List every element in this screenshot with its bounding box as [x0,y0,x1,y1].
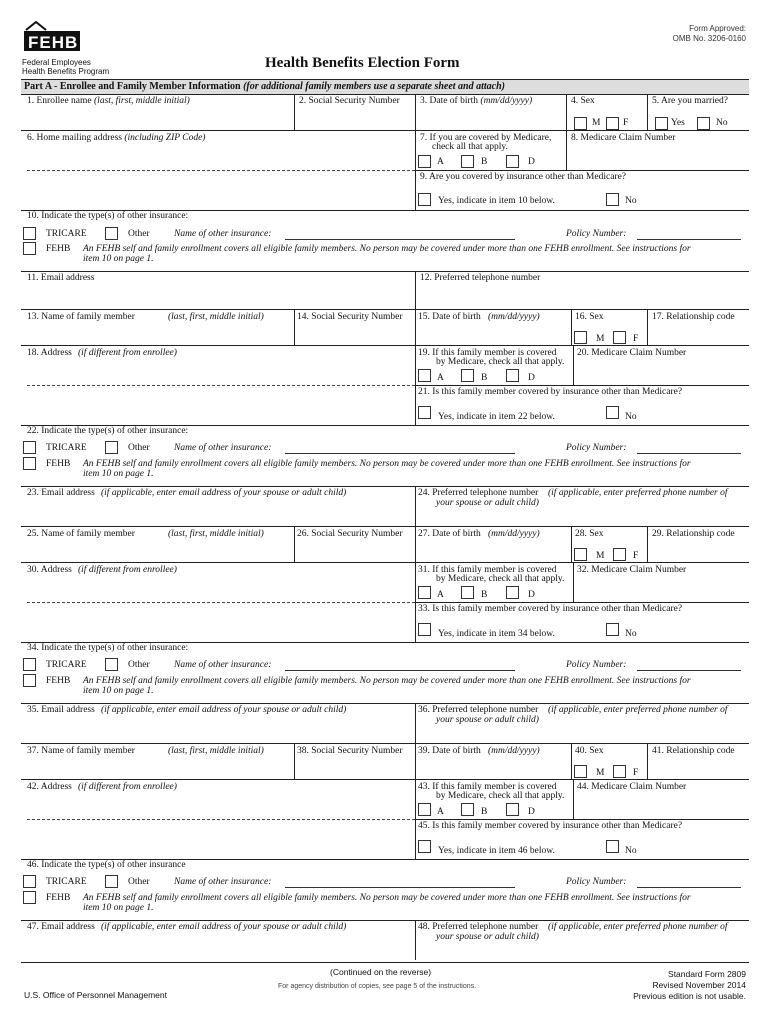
member2-name-note: (last, first, middle initial) [168,529,264,539]
rule [415,486,416,526]
member1-relationship-label: 17. Relationship code [652,312,735,322]
member2-policy-label: Policy Number: [566,660,627,670]
member3-other-name-line[interactable] [285,887,515,888]
policy-line[interactable] [637,239,741,240]
rule [573,779,574,819]
member1-claim-label: 20. Medicare Claim Number [577,348,687,358]
rule [21,526,749,527]
member1-fehb-checkbox[interactable] [23,457,36,470]
rule [21,779,749,780]
policy-text: Policy Number: [566,229,627,239]
telephone-label: 12. Preferred telephone number [420,273,541,283]
member3-other-name-label: Name of other insurance: [174,877,272,887]
other-insurance-q: 9. Are you covered by insurance other than Medicare? [420,172,627,182]
member2-fehb-note-1: An FEHB self and family enrollment covers all eligible family members. No person may be covered under more than one FEHB enrollment. See instructions for [83,676,691,686]
member3-phone-note-1: (if applicable, enter preferred phone number of [548,922,728,932]
member2-sex-f-label: F [633,551,639,561]
member3-fehb-note-2: item 10 on page 1. [83,903,154,913]
member1-medicare-b-label: B [481,373,488,383]
rule [415,703,416,743]
member3-claim-label: 44. Medicare Claim Number [577,782,687,792]
member1-sex-f-label: F [633,334,639,344]
member3-phone-note-2: your spouse or adult child) [436,932,539,942]
member3-medicare-b-label: B [481,807,488,817]
member3-medicare-b-checkbox[interactable] [461,803,474,816]
member2-types-label: 34. Indicate the type(s) of other insurance: [27,643,189,653]
other-no-checkbox[interactable] [606,193,619,206]
member3-phone-label: 48. Preferred telephone number [418,922,539,932]
married-no-checkbox[interactable] [697,117,710,130]
member2-medicare-d-checkbox[interactable] [506,586,519,599]
member2-medicare-b-checkbox[interactable] [461,586,474,599]
member1-name-note: (last, first, middle initial) [168,312,264,322]
member1-policy-label: Policy Number: [566,443,627,453]
rule [573,562,574,602]
member2-other-no-checkbox[interactable] [606,623,619,636]
member3-email-note: (if applicable, enter email address of your spouse or adult child) [101,922,347,932]
part-a-header [21,79,749,94]
member3-dob-note: (mm/dd/yyyy) [488,746,540,756]
dashed-rule [27,602,415,603]
member1-sex-label: 16. Sex [575,312,604,322]
fehb-checkbox[interactable] [23,242,36,255]
enrollee-name-label: 1. Enrollee name [27,96,92,106]
member3-types-label: 46. Indicate the type(s) of other insurance [27,860,186,870]
other-label: Other [128,229,150,239]
member2-dob-note: (mm/dd/yyyy) [488,529,540,539]
member3-tricare-label: TRICARE [46,877,87,887]
member2-sex-f-checkbox[interactable] [613,548,626,561]
member3-sex-f-checkbox[interactable] [613,765,626,778]
married-no-label: No [716,118,728,128]
member2-phone-note-1: (if applicable, enter preferred phone number of [548,705,728,715]
sex-f-label: F [623,118,629,128]
member2-other-checkbox[interactable] [105,658,118,671]
rule [21,743,749,744]
fehb-note [83,244,691,254]
member2-medicare-q2: by Medicare, check all that apply. [436,574,565,584]
member2-medicare-a-label: A [437,590,444,600]
member1-fehb-label: FEHB [46,459,71,469]
fehb-note-2 [83,254,153,264]
member3-medicare-a-label: A [437,807,444,817]
rule [21,309,749,310]
member3-other-yes-label: Yes, indicate in item 46 below. [438,846,555,856]
member3-ssn-label: 38. Social Security Number [297,746,403,756]
other-name-label [174,229,271,239]
dashed-rule [27,385,415,386]
member3-email-label: 47. Email address [27,922,95,932]
member3-other-yes-checkbox[interactable] [418,840,431,853]
member2-other-yes-label: Yes, indicate in item 34 below. [438,629,555,639]
member3-other-no-label: No [625,846,637,856]
rule [21,920,749,921]
rule [571,526,572,562]
member2-other-insurance-q: 33. Is this family member covered by insurance other than Medicare? [418,604,683,614]
member2-sex-m-checkbox[interactable] [574,548,587,561]
member1-other-name-label: Name of other insurance: [174,443,272,453]
member1-medicare-q1: 19. If this family member is covered [418,348,557,358]
rule [415,602,749,603]
member3-policy-line[interactable] [637,887,741,888]
enrollee-name-note: (last, first, middle initial) [94,96,190,106]
member2-tricare-checkbox[interactable] [23,658,36,671]
member3-medicare-a-checkbox[interactable] [418,803,431,816]
rule [647,309,648,345]
rule [415,743,416,779]
medicare-d-label: D [528,157,535,167]
member1-policy-line[interactable] [637,453,741,454]
member2-claim-label: 32. Medicare Claim Number [577,565,687,575]
member2-phone-label: 36. Preferred telephone number [418,705,539,715]
other-yes-checkbox[interactable] [418,193,431,206]
member1-fehb-note-1: An FEHB self and family enrollment covers all eligible family members. No person may be covered under more than one FEHB enrollment. See instructions for [83,459,691,469]
member2-fehb-note-2: item 10 on page 1. [83,686,154,696]
agency-line-1: Federal Employees [22,58,91,67]
fehb-note-line1: An FEHB self and family enrollment covers all eligible family members. No person may be covered under more than one FEHB enrollment. See instructions for [83,244,691,254]
member1-medicare-a-checkbox[interactable] [418,369,431,382]
member3-other-no-checkbox[interactable] [606,840,619,853]
member2-fehb-checkbox[interactable] [23,674,36,687]
medicare-d-checkbox[interactable] [506,155,519,168]
rule [571,743,572,779]
member3-medicare-d-label: D [528,807,535,817]
fehb-note-line2: item 10 on page 1. [83,254,154,264]
member3-other-insurance-q: 45. Is this family member covered by insurance other than Medicare? [418,821,683,831]
form-title: Health Benefits Election Form [265,55,460,71]
medicare-q-line2: check all that apply. [432,142,508,152]
member3-relationship-label: 41. Relationship code [652,746,735,756]
rule [21,486,749,487]
member1-address-label: 18. Address [27,348,72,358]
member2-email-label: 35. Email address [27,705,95,715]
rule [415,819,749,820]
member1-types-label: 22. Indicate the type(s) of other insurance: [27,426,189,436]
revised-date: Revised November 2014 [652,980,746,990]
rule [294,743,295,779]
insurance-type-label: 10. Indicate the type(s) of other insurance: [27,211,189,221]
member1-sex-m-label: M [596,334,605,344]
rule [415,385,749,386]
member2-ssn-label: 26. Social Security Number [297,529,403,539]
ssn-label: 2. Social Security Number [299,96,400,106]
member2-fehb-label: FEHB [46,676,71,686]
dob-label [420,96,532,106]
sex-m-label: M [592,118,601,128]
member2-dob-label: 27. Date of birth [418,529,481,539]
member1-phone-note-1: (if applicable, enter preferred phone number of [548,488,728,498]
medicare-a-checkbox[interactable] [418,155,431,168]
member3-address-label: 42. Address [27,782,72,792]
continued-note: (Continued on the reverse) [330,967,432,977]
member1-other-insurance-q: 21. Is this family member covered by insurance other than Medicare? [418,387,683,397]
agency-line-2: Health Benefits Program [22,67,110,76]
member3-sex-m-label: M [596,768,605,778]
standard-form: Standard Form 2809 [668,969,746,979]
member1-medicare-a-label: A [437,373,444,383]
other-checkbox[interactable] [105,227,118,240]
rule [573,345,574,385]
member3-name-label: 37. Name of family member [27,746,135,756]
member2-address-note: (if different from enrollee) [78,565,177,575]
member1-phone-note-2: your spouse or adult child) [436,498,539,508]
member2-email-note: (if applicable, enter email address of your spouse or adult child) [101,705,347,715]
member1-other-label: Other [128,443,150,453]
member1-other-yes-label: Yes, indicate in item 22 below. [438,412,555,422]
medicare-b-label: B [481,157,488,167]
member3-sex-m-checkbox[interactable] [574,765,587,778]
member3-address-note: (if different from enrollee) [78,782,177,792]
dob-text: 3. Date of birth [420,96,479,106]
member2-other-name-label: Name of other insurance: [174,660,272,670]
member3-policy-label: Policy Number: [566,877,627,887]
medicare-a-label: A [437,157,444,167]
member3-sex-f-label: F [633,768,639,778]
member1-medicare-d-label: D [528,373,535,383]
married-yes-label: Yes [671,118,685,128]
fehb-label: FEHB [46,244,71,254]
member1-dob-label: 15. Date of birth [418,312,481,322]
member3-medicare-d-checkbox[interactable] [506,803,519,816]
member1-address-note: (if different from enrollee) [78,348,177,358]
member2-other-name-line[interactable] [285,670,515,671]
member2-medicare-q1: 31. If this family member is covered [418,565,557,575]
tricare-checkbox[interactable] [23,227,36,240]
member2-sex-m-label: M [596,551,605,561]
member1-name-label: 13. Name of family member [27,312,135,322]
tricare-label: TRICARE [46,229,87,239]
member2-other-label: Other [128,660,150,670]
member3-medicare-q1: 43. If this family member is covered [418,782,557,792]
member1-medicare-b-checkbox[interactable] [461,369,474,382]
member2-address-label: 30. Address [27,565,72,575]
rule [21,345,749,346]
rule [571,309,572,345]
other-yes-label: Yes, indicate in item 10 below. [438,196,555,206]
member1-email-label: 23. Email address [27,488,95,498]
member2-phone-note-2: your spouse or adult child) [436,715,539,725]
omb-number: OMB No. 3206-0160 [672,34,746,43]
mailing-address-label [27,133,205,143]
dashed-rule [27,819,415,820]
rule [294,309,295,345]
email-label: 11. Email address [27,273,95,283]
member3-fehb-label: FEHB [46,893,71,903]
sex-label: 4. Sex [571,96,595,106]
member2-medicare-b-label: B [481,590,488,600]
other-name-text: Name of other insurance: [174,229,272,239]
member1-other-no-checkbox[interactable] [606,406,619,419]
member2-tricare-label: TRICARE [46,660,87,670]
medicare-claim-label: 8. Medicare Claim Number [571,133,676,143]
member2-other-yes-checkbox[interactable] [418,623,431,636]
previous-edition: Previous edition is not usable. [633,991,746,1001]
other-name-line[interactable] [285,239,515,240]
member3-tricare-checkbox[interactable] [23,875,36,888]
distribution-note: For agency distribution of copies, see page 5 of the instructions. [278,983,477,990]
member1-other-yes-checkbox[interactable] [418,406,431,419]
member3-medicare-q2: by Medicare, check all that apply. [436,791,565,801]
sex-f-checkbox[interactable] [606,117,619,130]
rule [21,562,749,563]
member1-dob-note: (mm/dd/yyyy) [488,312,540,322]
member2-name-label: 25. Name of family member [27,529,135,539]
member1-sex-f-checkbox[interactable] [613,331,626,344]
member3-fehb-note-1: An FEHB self and family enrollment covers all eligible family members. No person may be covered under more than one FEHB enrollment. See instructions for [83,893,691,903]
member1-medicare-d-checkbox[interactable] [506,369,519,382]
member1-tricare-label: TRICARE [46,443,87,453]
member1-ssn-label: 14. Social Security Number [297,312,403,322]
member1-other-name-line[interactable] [285,453,515,454]
rule [415,920,416,960]
rule [647,743,648,779]
dob-note: (mm/dd/yyyy) [480,96,533,106]
member3-sex-label: 40. Sex [575,746,604,756]
rule [415,309,416,345]
member2-medicare-a-checkbox[interactable] [418,586,431,599]
form-approved: Form Approved: [689,24,746,33]
member1-medicare-q2: by Medicare, check all that apply. [436,357,565,367]
member1-other-no-label: No [625,412,637,422]
logo-text: FEHB [28,33,79,52]
opm-name: U.S. Office of Personnel Management [24,990,168,1000]
member3-other-checkbox[interactable] [105,875,118,888]
medicare-q-line1: 7. If you are covered by Medicare, [420,133,552,143]
medicare-b-checkbox[interactable] [461,155,474,168]
policy-label [566,229,626,239]
member1-tricare-checkbox[interactable] [23,441,36,454]
member1-sex-m-checkbox[interactable] [574,331,587,344]
member2-sex-label: 28. Sex [575,529,604,539]
married-label: 5. Are you married? [652,96,728,106]
fehb-logo [22,20,82,54]
mailing-address-text: 6. Home mailing address [27,133,122,143]
member3-other-label: Other [128,877,150,887]
other-no-label: No [625,196,637,206]
member2-medicare-d-label: D [528,590,535,600]
field-1-label [27,96,190,106]
rule [21,703,749,704]
member1-phone-label: 24. Preferred telephone number [418,488,539,498]
rule [415,526,416,562]
part-a-note: (for additional family members use a separate sheet and attach) [243,81,505,92]
sex-m-checkbox[interactable] [574,117,587,130]
member1-email-note: (if applicable, enter email address of your spouse or adult child) [101,488,347,498]
member3-fehb-checkbox[interactable] [23,891,36,904]
member2-policy-line[interactable] [637,670,741,671]
married-yes-checkbox[interactable] [655,117,668,130]
rule [647,526,648,562]
member1-other-checkbox[interactable] [105,441,118,454]
rule [294,526,295,562]
mailing-address-note: (including ZIP Code) [124,133,206,143]
member2-relationship-label: 29. Relationship code [652,529,735,539]
member3-dob-label: 39. Date of birth [418,746,481,756]
member1-fehb-note-2: item 10 on page 1. [83,469,154,479]
part-a-title: Part A - Enrollee and Family Member Information [24,81,241,92]
member2-other-no-label: No [625,629,637,639]
member3-name-note: (last, first, middle initial) [168,746,264,756]
